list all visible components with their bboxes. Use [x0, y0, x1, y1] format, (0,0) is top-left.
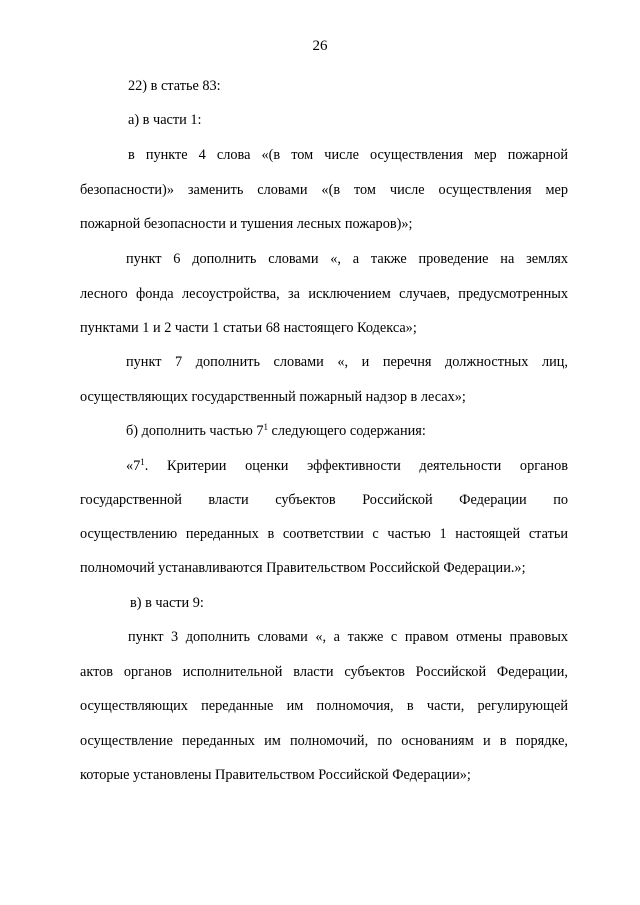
superscript: 1	[140, 457, 145, 467]
page-number: 26	[312, 38, 328, 54]
paragraph-line: государственной власти субъектов Российской Федерации по	[80, 492, 568, 508]
paragraph-line: пункт 7 дополнить словами «, и перечня должностных лиц,	[126, 354, 568, 370]
superscript: 1	[263, 422, 268, 432]
part-v-heading: в) в части 9:	[130, 595, 204, 611]
paragraph-line: пункт 6 дополнить словами «, а также проведение на землях	[126, 251, 568, 267]
paragraph-line: осуществлению переданных в соответствии с частью 1 настоящей статьи	[80, 526, 568, 542]
text-segment: . Критерии оценки эффективности деятельности органов	[144, 458, 568, 474]
part-a-heading: а) в части 1:	[128, 112, 202, 128]
paragraph-line: осуществление переданных им полномочий, по основаниям и в порядке,	[80, 733, 568, 749]
paragraph-line: безопасности)» заменить словами «(в том числе осуществления мер	[80, 182, 568, 198]
article-83-heading: 22) в статье 83:	[128, 78, 221, 94]
text-segment: «7	[126, 458, 141, 474]
paragraph-line: осуществляющих переданные им полномочия, в части, регулирующей	[80, 698, 568, 714]
paragraph-line: пожарной безопасности и тушения лесных пожаров)»;	[80, 216, 413, 232]
paragraph-line: полномочий устанавливаются Правительством Российской Федерации.»;	[80, 560, 526, 576]
text-segment: следующего содержания:	[267, 423, 426, 439]
paragraph-line: осуществляющих государственный пожарный надзор в лесах»;	[80, 389, 466, 405]
paragraph-line	[126, 456, 568, 476]
text-segment: б) дополнить частью 7	[126, 423, 264, 439]
paragraph-line: актов органов исполнительной власти субъектов Российской Федерации,	[80, 664, 568, 680]
part-b-heading	[126, 421, 426, 441]
paragraph-line: пунктами 1 и 2 части 1 статьи 68 настоящего Кодекса»;	[80, 320, 417, 336]
paragraph-line: в пункте 4 слова «(в том числе осуществления мер пожарной	[128, 147, 568, 163]
paragraph-line: которые установлены Правительством Российской Федерации»;	[80, 767, 471, 783]
paragraph-line: лесного фонда лесоустройства, за исключением случаев, предусмотренных	[80, 286, 568, 302]
paragraph-line: пункт 3 дополнить словами «, а также с правом отмены правовых	[128, 629, 568, 645]
